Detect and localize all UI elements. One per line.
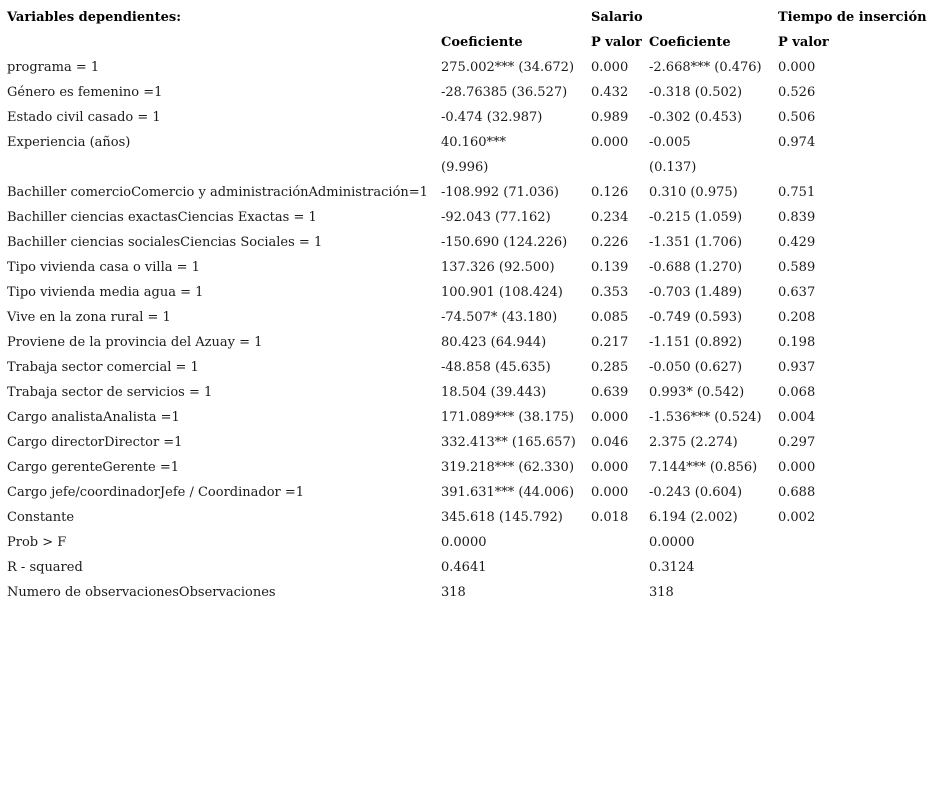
variable-label: Estado civil casado = 1: [7, 110, 161, 125]
salario-pvalue: 0.000: [591, 60, 629, 75]
insercion-pvalue: [776, 530, 929, 555]
variable-label: R - squared: [7, 560, 83, 575]
table-row: [5, 255, 929, 280]
variable-label: Bachiller comercioComercio y administraciónAdministración=1: [7, 185, 428, 200]
table-row: [5, 480, 929, 505]
table-row: [5, 80, 929, 105]
salario-pvalue: 0.085: [591, 310, 629, 325]
header-row-models: [5, 5, 929, 30]
salario-coefficient: 100.901 (108.424): [441, 285, 563, 300]
salario-pvalue: [589, 580, 647, 605]
salario-pvalue: [589, 530, 647, 555]
insercion-coefficient: 7.144*** (0.856): [649, 460, 758, 475]
salario-coefficient: 275.002*** (34.672): [441, 60, 575, 75]
variable-label: Prob > F: [7, 535, 67, 550]
salario-pvalue: 0.139: [591, 260, 629, 275]
variable-label: Bachiller ciencias socialesCiencias Sociales = 1: [7, 235, 323, 250]
variable-label: Constante: [7, 510, 75, 525]
insercion-pvalue: 0.429: [778, 235, 816, 250]
insercion-coefficient: -0.688 (1.270): [649, 260, 743, 275]
insercion-coefficient: 6.194 (2.002): [649, 510, 738, 525]
insercion-coefficient: -0.005: [649, 135, 691, 150]
variable-label: Género es femenino =1: [7, 85, 163, 100]
insercion-pvalue: 0.526: [778, 85, 816, 100]
header-spacer: [647, 5, 776, 30]
variable-label: Cargo analistaAnalista =1: [7, 410, 180, 425]
salario-pvalue: 0.234: [591, 210, 629, 225]
insercion-coefficient: -2.668*** (0.476): [649, 60, 762, 75]
insercion-pvalue: 0.974: [778, 135, 816, 150]
variable-label: Trabaja sector de servicios = 1: [7, 385, 213, 400]
salario-pvalue: 0.217: [591, 335, 629, 350]
insercion-coefficient: -1.151 (0.892): [649, 335, 743, 350]
insercion-coefficient: 0.3124: [649, 560, 695, 575]
variable-label: programa = 1: [7, 60, 100, 75]
insercion-coefficient: -0.302 (0.453): [649, 110, 743, 125]
insercion-pvalue: 0.002: [778, 510, 816, 525]
insercion-pvalue: 0.068: [778, 385, 816, 400]
variable-label: Experiencia (años): [7, 135, 131, 150]
salario-coefficient: (9.996): [441, 160, 489, 175]
variable-label: Tipo vivienda casa o villa = 1: [7, 260, 200, 275]
table-row: [5, 405, 929, 430]
insercion-pvalue: 0.589: [778, 260, 816, 275]
salario-coefficient: 319.218*** (62.330): [441, 460, 575, 475]
table-row: [5, 580, 929, 605]
table-row: [5, 280, 929, 305]
header-spacer: [5, 30, 439, 55]
table-row: [5, 205, 929, 230]
salario-pvalue: 0.285: [591, 360, 629, 375]
table-row: [5, 555, 929, 580]
model2-pvalue-header: P valor: [778, 35, 829, 50]
table-row: [5, 355, 929, 380]
variable-label: Cargo jefe/coordinadorJefe / Coordinador =1: [7, 485, 305, 500]
variable-label: Cargo directorDirector =1: [7, 435, 183, 450]
insercion-pvalue: 0.688: [778, 485, 816, 500]
model1-pvalue-header: P valor: [591, 35, 642, 50]
table-row: [5, 380, 929, 405]
model1-title: Salario: [591, 10, 643, 25]
insercion-coefficient: 0.0000: [649, 535, 695, 550]
insercion-pvalue: 0.506: [778, 110, 816, 125]
salario-pvalue: 0.432: [591, 85, 629, 100]
salario-pvalue: 0.000: [591, 410, 629, 425]
salario-coefficient: -48.858 (45.635): [441, 360, 551, 375]
variable-label: Cargo gerenteGerente =1: [7, 460, 179, 475]
insercion-coefficient: -0.243 (0.604): [649, 485, 743, 500]
salario-coefficient: -92.043 (77.162): [441, 210, 551, 225]
regression-table: [5, 5, 929, 605]
salario-pvalue: 0.000: [591, 485, 629, 500]
model2-coef-header: Coeficiente: [649, 35, 731, 50]
salario-coefficient: 391.631*** (44.006): [441, 485, 575, 500]
table-row: [5, 330, 929, 355]
variable-label: Numero de observacionesObservaciones: [7, 585, 276, 600]
insercion-pvalue: 0.208: [778, 310, 816, 325]
insercion-coefficient: -0.215 (1.059): [649, 210, 743, 225]
table-row: [5, 455, 929, 480]
insercion-pvalue: 0.637: [778, 285, 816, 300]
salario-coefficient: 40.160***: [441, 135, 506, 150]
insercion-pvalue: 0.297: [778, 435, 816, 450]
header-row-columns: [5, 30, 929, 55]
dependent-variables-label: Variables dependientes:: [7, 10, 181, 25]
variable-label: [5, 155, 439, 180]
salario-pvalue: [589, 555, 647, 580]
insercion-pvalue: 0.004: [778, 410, 816, 425]
insercion-coefficient: -0.703 (1.489): [649, 285, 743, 300]
salario-pvalue: 0.353: [591, 285, 629, 300]
salario-coefficient: 137.326 (92.500): [441, 260, 555, 275]
insercion-coefficient: 2.375 (2.274): [649, 435, 738, 450]
insercion-coefficient: (0.137): [649, 160, 697, 175]
table-row: [5, 230, 929, 255]
table-row: [5, 105, 929, 130]
table-row: [5, 130, 929, 155]
salario-pvalue: 0.639: [591, 385, 629, 400]
insercion-coefficient: -0.050 (0.627): [649, 360, 743, 375]
salario-coefficient: 332.413** (165.657): [441, 435, 576, 450]
insercion-pvalue: [776, 580, 929, 605]
salario-coefficient: -108.992 (71.036): [441, 185, 559, 200]
table-row: [5, 155, 929, 180]
insercion-coefficient: -0.749 (0.593): [649, 310, 743, 325]
variable-label: Proviene de la provincia del Azuay = 1: [7, 335, 263, 350]
insercion-coefficient: -1.536*** (0.524): [649, 410, 762, 425]
table-row: [5, 530, 929, 555]
table-row: [5, 55, 929, 80]
salario-coefficient: 318: [441, 585, 466, 600]
table-row: [5, 305, 929, 330]
model2-title: Tiempo de inserción: [778, 10, 927, 25]
salario-pvalue: 0.126: [591, 185, 629, 200]
salario-pvalue: 0.000: [591, 135, 629, 150]
salario-coefficient: 0.4641: [441, 560, 487, 575]
salario-coefficient: -0.474 (32.987): [441, 110, 543, 125]
regression-table-body: [5, 5, 929, 605]
insercion-pvalue: 0.751: [778, 185, 816, 200]
variable-label: Tipo vivienda media agua = 1: [7, 285, 204, 300]
salario-coefficient: -28.76385 (36.527): [441, 85, 568, 100]
salario-coefficient: 345.618 (145.792): [441, 510, 563, 525]
salario-coefficient: -74.507* (43.180): [441, 310, 558, 325]
variable-label: Vive en la zona rural = 1: [7, 310, 171, 325]
salario-coefficient: 0.0000: [441, 535, 487, 550]
salario-pvalue: 0.989: [591, 110, 629, 125]
insercion-coefficient: 0.310 (0.975): [649, 185, 738, 200]
insercion-coefficient: 318: [649, 585, 674, 600]
insercion-coefficient: -1.351 (1.706): [649, 235, 743, 250]
salario-pvalue: 0.226: [591, 235, 629, 250]
salario-pvalue: 0.000: [591, 460, 629, 475]
model1-coef-header: Coeficiente: [441, 35, 523, 50]
salario-coefficient: 18.504 (39.443): [441, 385, 547, 400]
salario-coefficient: 80.423 (64.944): [441, 335, 547, 350]
variable-label: Trabaja sector comercial = 1: [7, 360, 199, 375]
insercion-pvalue: [776, 555, 929, 580]
insercion-coefficient: 0.993* (0.542): [649, 385, 745, 400]
insercion-pvalue: 0.000: [778, 460, 816, 475]
salario-coefficient: -150.690 (124.226): [441, 235, 568, 250]
salario-coefficient: 171.089*** (38.175): [441, 410, 575, 425]
insercion-pvalue: 0.839: [778, 210, 816, 225]
salario-pvalue: [589, 155, 647, 180]
insercion-coefficient: -0.318 (0.502): [649, 85, 743, 100]
table-row: [5, 430, 929, 455]
insercion-pvalue: 0.198: [778, 335, 816, 350]
insercion-pvalue: [776, 155, 929, 180]
variable-label: Bachiller ciencias exactasCiencias Exactas = 1: [7, 210, 317, 225]
insercion-pvalue: 0.000: [778, 60, 816, 75]
salario-pvalue: 0.018: [591, 510, 629, 525]
table-row: [5, 505, 929, 530]
insercion-pvalue: 0.937: [778, 360, 816, 375]
table-row: [5, 180, 929, 205]
header-spacer: [439, 5, 589, 30]
salario-pvalue: 0.046: [591, 435, 629, 450]
